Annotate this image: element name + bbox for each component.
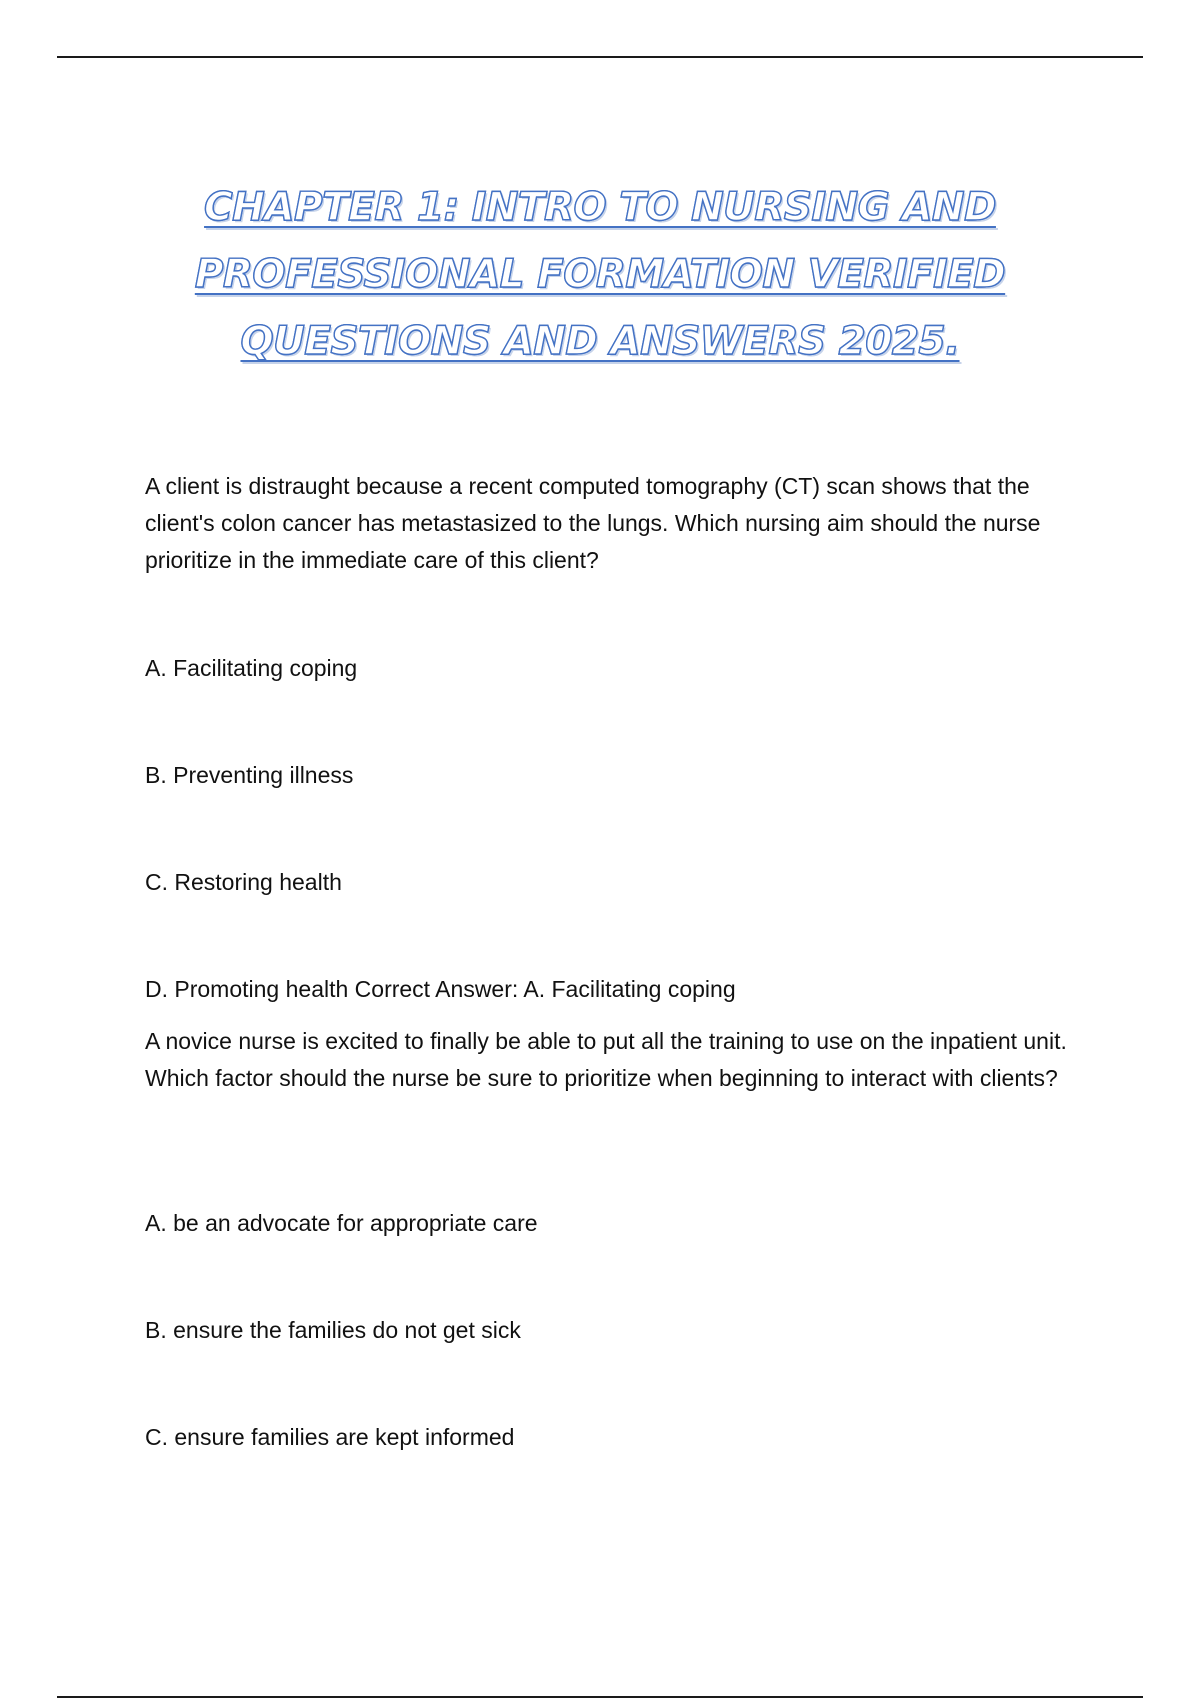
top-rule	[57, 56, 1143, 58]
question-1-option-a: A. Facilitating coping	[145, 655, 358, 681]
question-2-option-c: C. ensure families are kept informed	[145, 1424, 515, 1450]
question-1-text: A client is distraught because a recent computed tomography (CT) scan shows that the client's colon cancer has metastasized to the lungs. Which nursing aim should the nurse prioritize in the immediate care of this client?	[145, 473, 1041, 573]
title-line-1: CHAPTER 1: INTRO TO NURSING AND	[204, 185, 996, 231]
title-line-2: PROFESSIONAL FORMATION VERIFIED	[194, 252, 1006, 298]
question-1-option-b: B. Preventing illness	[145, 762, 354, 788]
document-title	[150, 174, 1050, 375]
question-2-option-a: A. be an advocate for appropriate care	[145, 1210, 538, 1236]
bottom-rule	[57, 1696, 1143, 1698]
title-line-3: QUESTIONS AND ANSWERS 2025.	[240, 319, 960, 365]
question-1-option-c: C. Restoring health	[145, 869, 342, 895]
question-1-option-d-answer: D. Promoting health Correct Answer: A. Facilitating coping	[145, 976, 736, 1002]
question-2-option-b: B. ensure the families do not get sick	[145, 1317, 521, 1343]
question-2-text: A novice nurse is excited to finally be able to put all the training to use on the inpatient unit. Which factor should the nurse be sure to prioritize when beginning to interact with clients?	[145, 1028, 1067, 1091]
